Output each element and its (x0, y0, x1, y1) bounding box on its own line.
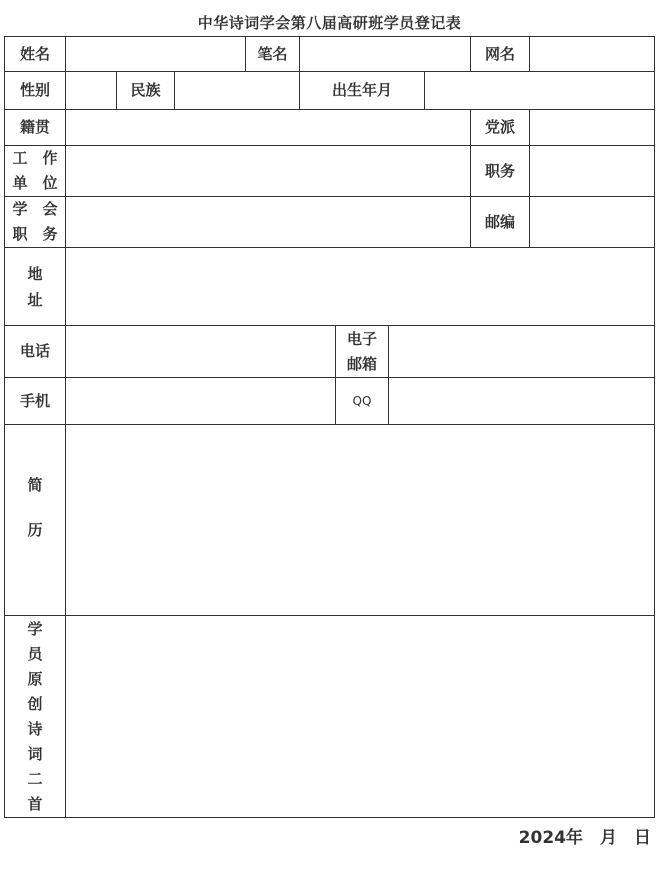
footer-date: 2024年 月 日 (518, 828, 651, 848)
pen-name-label: 笔名 (257, 44, 288, 63)
postcode-field[interactable] (530, 197, 654, 247)
qq-label: QQ (352, 393, 372, 408)
work-unit-label-line1: 工 作 (12, 149, 58, 167)
birth-date-label: 出生年月 (331, 81, 392, 99)
work-unit-label (5, 146, 65, 196)
name-label: 姓名 (19, 44, 50, 63)
original-poems-field[interactable] (66, 616, 654, 817)
party-field[interactable] (530, 110, 654, 145)
gender-label: 性别 (19, 81, 50, 99)
resume-label (5, 473, 65, 543)
address-label (5, 248, 65, 325)
mobile-field[interactable] (66, 378, 335, 424)
phone-label: 电话 (19, 342, 50, 360)
table-border-right (654, 36, 655, 818)
birth-date-field[interactable] (425, 72, 654, 109)
poems-label-char-2: 员 (27, 644, 43, 663)
poems-label-char-4: 创 (27, 694, 43, 713)
table-border-bottom (4, 817, 655, 818)
form-title: 中华诗词学会第八届高研班学员登记表 (197, 14, 462, 32)
pen-name-field[interactable] (300, 37, 470, 71)
postcode-label: 邮编 (484, 212, 515, 231)
resume-label-line1: 简 (27, 476, 43, 494)
party-label: 党派 (484, 118, 515, 136)
society-position-label-line1: 学 会 (12, 200, 58, 218)
qq-field[interactable] (389, 378, 654, 424)
resume-field[interactable] (66, 425, 654, 615)
phone-field[interactable] (66, 326, 335, 377)
poems-label-char-7: 二 (27, 769, 43, 788)
gender-field[interactable] (66, 72, 116, 109)
registration-form-table (4, 36, 655, 818)
poems-label-char-8: 首 (27, 794, 43, 813)
name-field[interactable] (66, 37, 245, 71)
work-unit-field[interactable] (66, 146, 470, 196)
position-field[interactable] (530, 146, 654, 196)
address-field[interactable] (66, 248, 654, 325)
society-position-field[interactable] (66, 197, 470, 247)
online-name-label: 网名 (484, 44, 515, 63)
poems-label-char-3: 原 (27, 669, 43, 688)
poems-label-char-1: 学 (27, 619, 43, 638)
mobile-label: 手机 (19, 391, 50, 410)
email-field[interactable] (389, 326, 654, 377)
email-label-line1: 电子 (346, 329, 377, 348)
native-place-label: 籍贯 (19, 118, 50, 136)
address-label-line1: 地 (27, 264, 43, 283)
ethnicity-label: 民族 (130, 81, 161, 99)
poems-label-char-5: 诗 (27, 719, 43, 738)
original-poems-label (5, 616, 65, 817)
online-name-field[interactable] (530, 37, 654, 71)
work-unit-label-line2: 单 位 (12, 174, 58, 192)
poems-label-char-6: 词 (27, 744, 43, 763)
resume-label-line2: 历 (27, 521, 43, 539)
native-place-field[interactable] (66, 110, 470, 145)
email-label-line2: 邮箱 (346, 354, 377, 373)
address-label-line2: 址 (27, 290, 43, 309)
ethnicity-field[interactable] (175, 72, 299, 109)
position-label: 职务 (484, 161, 515, 180)
society-position-label-line2: 职 务 (12, 225, 58, 243)
email-label (336, 326, 388, 377)
society-position-label (5, 197, 65, 247)
